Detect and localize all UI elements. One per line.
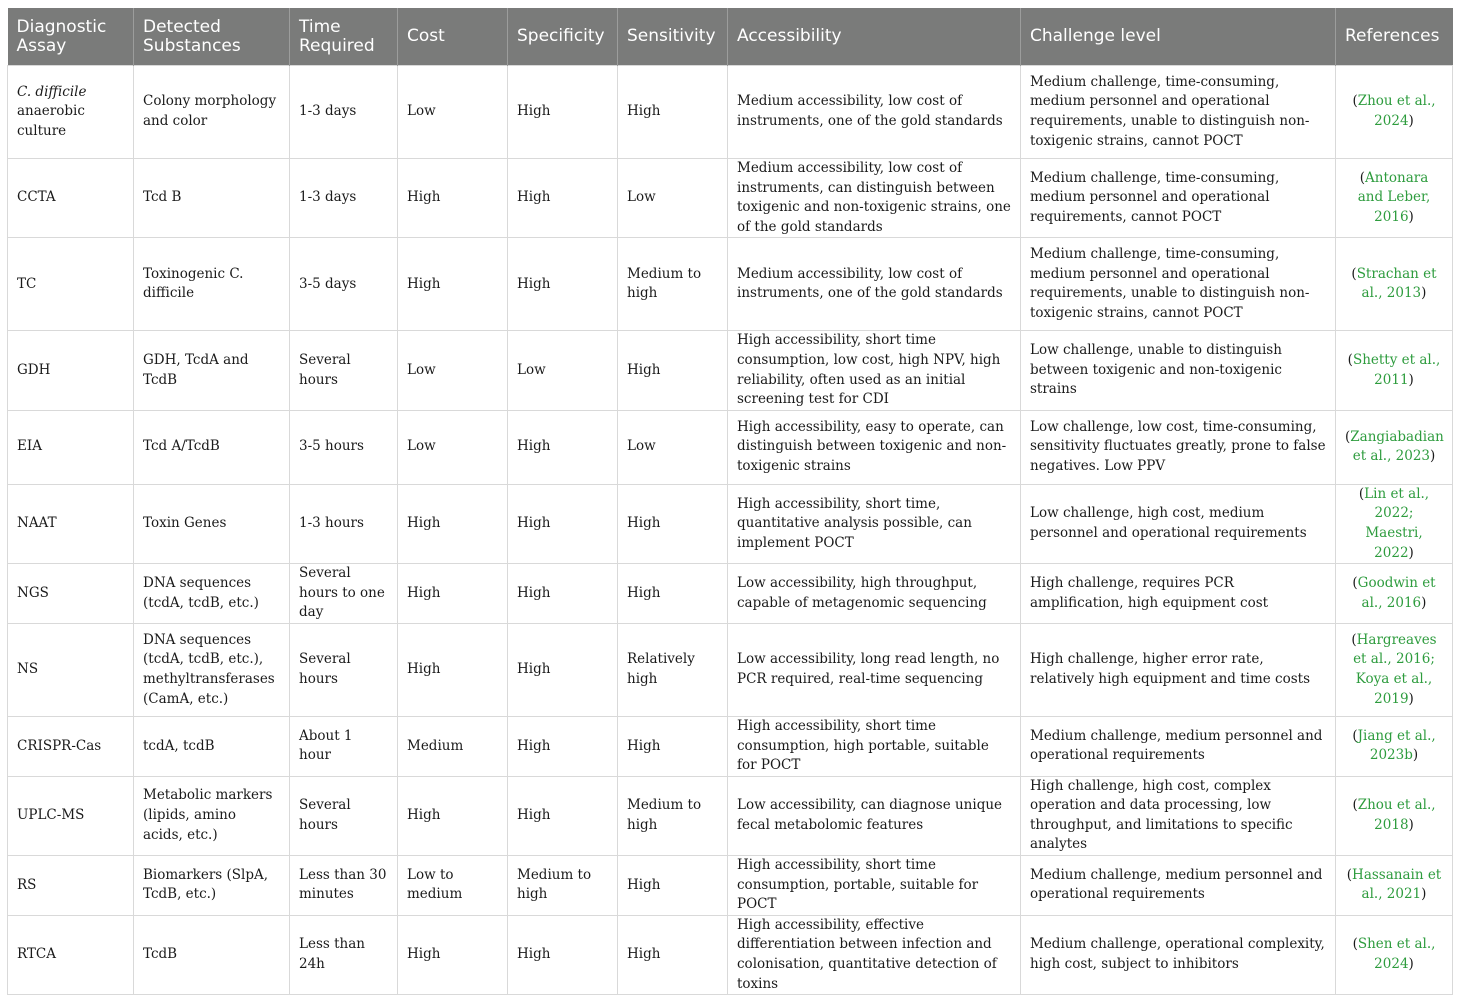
comparison-table bbox=[7, 8, 1453, 995]
table-row bbox=[8, 410, 1453, 484]
ref-close-paren: ) bbox=[1408, 544, 1414, 561]
assay-text: CCTA bbox=[17, 189, 56, 206]
header-cell: Challenge level bbox=[1021, 8, 1336, 66]
cell-specificity: High bbox=[508, 776, 618, 855]
cell-assay bbox=[8, 410, 134, 484]
cell-accessibility: Low accessibility, high throughput, capable of metagenomic sequencing bbox=[728, 564, 1021, 624]
cell-time: 1-3 days bbox=[290, 66, 398, 159]
table-row bbox=[8, 623, 1453, 716]
cell-assay bbox=[8, 564, 134, 624]
cell-specificity: High bbox=[508, 159, 618, 238]
cell-challenge: Low challenge, unable to distinguish between toxigenic and non-toxigenic strains bbox=[1021, 331, 1336, 410]
table-row bbox=[8, 856, 1453, 916]
cell-accessibility: Low accessibility, long read length, no PCR required, real-time sequencing bbox=[728, 623, 1021, 716]
reference-link[interactable]: Shen et al., 2024 bbox=[1357, 936, 1436, 973]
table-row bbox=[8, 564, 1453, 624]
header-cell: Accessibility bbox=[728, 8, 1021, 66]
cell-substances: Tcd A/TcdB bbox=[134, 410, 290, 484]
ref-open-paren: ( bbox=[1351, 265, 1357, 282]
table-row bbox=[8, 66, 1453, 159]
table-row bbox=[8, 484, 1453, 563]
cell-assay bbox=[8, 716, 134, 776]
cell-specificity: Low bbox=[508, 331, 618, 410]
cell-accessibility: High accessibility, effective differentiation between infection and colonisation, quantitative detection of toxins bbox=[728, 915, 1021, 994]
ref-open-paren: ( bbox=[1352, 574, 1358, 591]
cell-sensitivity: Relatively high bbox=[618, 623, 728, 716]
ref-close-paren: ) bbox=[1421, 285, 1427, 302]
ref-open-paren: ( bbox=[1346, 866, 1353, 883]
cell-challenge: Medium challenge, operational complexity, high cost, subject to inhibitors bbox=[1021, 915, 1336, 994]
reference-link[interactable]: Antonara and Leber, 2016 bbox=[1357, 169, 1431, 225]
cell-accessibility: High accessibility, easy to operate, can distinguish between toxigenic and non-toxigenic strains bbox=[728, 410, 1021, 484]
cell-cost: High bbox=[398, 915, 508, 994]
assay-text: UPLC-MS bbox=[17, 807, 85, 824]
assay-italic-text: C. difficile bbox=[17, 83, 87, 100]
cell-challenge: High challenge, higher error rate, relatively high equipment and time costs bbox=[1021, 623, 1336, 716]
table-row bbox=[8, 915, 1453, 994]
cell-reference bbox=[1336, 484, 1453, 563]
cell-accessibility: High accessibility, short time consumption, portable, suitable for POCT bbox=[728, 856, 1021, 916]
cell-sensitivity: High bbox=[618, 66, 728, 159]
ref-close-paren: ) bbox=[1430, 448, 1436, 465]
cell-challenge: Medium challenge, time-consuming, medium personnel and operational requirements, unable to distinguish non-toxigenic strains, cannot POCT bbox=[1021, 66, 1336, 159]
cell-cost: Low to medium bbox=[398, 856, 508, 916]
cell-challenge: Medium challenge, time-consuming, medium personnel and operational requirements, unable to distinguish non-toxigenic strains, cannot POCT bbox=[1021, 238, 1336, 331]
cell-accessibility: High accessibility, short time consumption, low cost, high NPV, high reliability, often used as an initial screening test for CDI bbox=[728, 331, 1021, 410]
cell-substances: TcdB bbox=[134, 915, 290, 994]
ref-close-paren: ) bbox=[1412, 747, 1419, 764]
ref-open-paren: ( bbox=[1359, 169, 1366, 186]
header-cell: Detected Substances bbox=[134, 8, 290, 66]
cell-sensitivity: High bbox=[618, 331, 728, 410]
cell-substances: Tcd B bbox=[134, 159, 290, 238]
cell-assay bbox=[8, 915, 134, 994]
cell-reference bbox=[1336, 716, 1453, 776]
cell-challenge: Medium challenge, time-consuming, medium personnel and operational requirements, cannot POCT bbox=[1021, 159, 1336, 238]
cell-reference bbox=[1336, 915, 1453, 994]
cell-assay bbox=[8, 331, 134, 410]
cell-reference bbox=[1336, 410, 1453, 484]
assay-text: NS bbox=[17, 661, 39, 678]
cell-accessibility: Medium accessibility, low cost of instruments, can distinguish between toxigenic and non-toxigenic strains, one of the gold standards bbox=[728, 159, 1021, 238]
cell-specificity: High bbox=[508, 564, 618, 624]
cell-assay bbox=[8, 159, 134, 238]
cell-time: 1-3 hours bbox=[290, 484, 398, 563]
ref-open-paren: ( bbox=[1352, 93, 1358, 110]
reference-link[interactable]: Zhou et al., 2018 bbox=[1357, 797, 1436, 833]
cell-reference bbox=[1336, 159, 1453, 238]
cell-substances: DNA sequences (tcdA, tcdB, etc.) bbox=[134, 564, 290, 624]
cell-assay bbox=[8, 776, 134, 855]
ref-close-paren: ) bbox=[1408, 690, 1414, 707]
cell-reference bbox=[1336, 66, 1453, 159]
cell-reference bbox=[1336, 623, 1453, 716]
cell-cost: Medium bbox=[398, 716, 508, 776]
cell-accessibility: Low accessibility, can diagnose unique fecal metabolomic features bbox=[728, 776, 1021, 855]
ref-open-paren: ( bbox=[1351, 631, 1357, 648]
ref-open-paren: ( bbox=[1352, 936, 1358, 953]
cell-sensitivity: Low bbox=[618, 159, 728, 238]
assay-text: RTCA bbox=[17, 946, 57, 963]
table-row bbox=[8, 331, 1453, 410]
header-row bbox=[8, 8, 1453, 66]
cell-specificity: Medium to high bbox=[508, 856, 618, 916]
cell-specificity: High bbox=[508, 484, 618, 563]
cell-substances: Colony morphology and color bbox=[134, 66, 290, 159]
ref-close-paren: ) bbox=[1421, 886, 1427, 903]
header-cell: Diagnostic Assay bbox=[8, 8, 134, 66]
cell-sensitivity: High bbox=[618, 716, 728, 776]
assay-text: NGS bbox=[17, 584, 49, 601]
cell-cost: Low bbox=[398, 331, 508, 410]
cell-reference bbox=[1336, 776, 1453, 855]
cell-accessibility: High accessibility, short time, quantitative analysis possible, can implement POCT bbox=[728, 484, 1021, 563]
table-body bbox=[8, 66, 1453, 995]
cell-cost: Low bbox=[398, 410, 508, 484]
ref-open-paren: ( bbox=[1352, 797, 1358, 814]
ref-close-paren: ) bbox=[1408, 113, 1414, 129]
ref-open-paren: ( bbox=[1347, 351, 1353, 368]
ref-open-paren: ( bbox=[1358, 485, 1365, 502]
reference-link[interactable]: Strachan et al., 2013 bbox=[1356, 265, 1437, 302]
cell-reference bbox=[1336, 856, 1453, 916]
header-cell: Sensitivity bbox=[618, 8, 728, 66]
table-row bbox=[8, 238, 1453, 331]
cell-accessibility: Medium accessibility, low cost of instruments, one of the gold standards bbox=[728, 66, 1021, 159]
header-cell: References bbox=[1336, 8, 1453, 66]
cell-time: Several hours bbox=[290, 623, 398, 716]
assay-text: anaerobic culture bbox=[17, 103, 85, 139]
header-cell: Specificity bbox=[508, 8, 618, 66]
cell-cost: High bbox=[398, 564, 508, 624]
cell-sensitivity: High bbox=[618, 915, 728, 994]
cell-specificity: High bbox=[508, 410, 618, 484]
cell-cost: Low bbox=[398, 66, 508, 159]
reference-link[interactable]: Zhou et al., 2024 bbox=[1357, 93, 1436, 129]
cell-time: Several hours to one day bbox=[290, 564, 398, 624]
cell-time: Less than 30 minutes bbox=[290, 856, 398, 916]
cell-time: 1-3 days bbox=[290, 159, 398, 238]
reference-link[interactable]: Hassanain et al., 2021 bbox=[1352, 866, 1442, 903]
cell-time: Several hours bbox=[290, 331, 398, 410]
cell-cost: High bbox=[398, 623, 508, 716]
cell-sensitivity: Medium to high bbox=[618, 238, 728, 331]
assay-text: RS bbox=[17, 876, 37, 893]
cell-reference bbox=[1336, 238, 1453, 331]
cell-challenge: High challenge, high cost, complex operation and data processing, low throughput, and limitations to specific analytes bbox=[1021, 776, 1336, 855]
header-cell: Cost bbox=[398, 8, 508, 66]
cell-substances: Toxin Genes bbox=[134, 484, 290, 563]
cell-assay bbox=[8, 856, 134, 916]
cell-substances: DNA sequences (tcdA, tcdB, etc.), methyltransferases (CamA, etc.) bbox=[134, 623, 290, 716]
ref-close-paren: ) bbox=[1421, 594, 1427, 611]
cell-specificity: High bbox=[508, 66, 618, 159]
cell-challenge: Low challenge, low cost, time-consuming, sensitivity fluctuates greatly, prone to false negatives. Low PPV bbox=[1021, 410, 1336, 484]
table-row bbox=[8, 716, 1453, 776]
ref-close-paren: ) bbox=[1408, 371, 1414, 388]
cell-substances: Toxinogenic C. difficile bbox=[134, 238, 290, 331]
cell-challenge: Medium challenge, medium personnel and operational requirements bbox=[1021, 856, 1336, 916]
cell-challenge: Medium challenge, medium personnel and operational requirements bbox=[1021, 716, 1336, 776]
cell-accessibility: Medium accessibility, low cost of instruments, one of the gold standards bbox=[728, 238, 1021, 331]
cell-sensitivity: High bbox=[618, 484, 728, 563]
cell-assay bbox=[8, 238, 134, 331]
cell-specificity: High bbox=[508, 716, 618, 776]
cell-cost: High bbox=[398, 238, 508, 331]
cell-challenge: Low challenge, high cost, medium personnel and operational requirements bbox=[1021, 484, 1336, 563]
cell-reference bbox=[1336, 331, 1453, 410]
cell-accessibility: High accessibility, short time consumption, high portable, suitable for POCT bbox=[728, 716, 1021, 776]
cell-sensitivity: Low bbox=[618, 410, 728, 484]
cell-substances: Metabolic markers (lipids, amino acids, etc.) bbox=[134, 776, 290, 855]
cell-assay bbox=[8, 623, 134, 716]
cell-substances: GDH, TcdA and TcdB bbox=[134, 331, 290, 410]
reference-link[interactable]: Goodwin et al., 2016 bbox=[1357, 574, 1436, 611]
cell-time: Less than 24h bbox=[290, 915, 398, 994]
assay-text: GDH bbox=[17, 361, 51, 378]
cell-time: About 1 hour bbox=[290, 716, 398, 776]
cell-sensitivity: High bbox=[618, 564, 728, 624]
cell-assay bbox=[8, 66, 134, 159]
cell-time: 3-5 hours bbox=[290, 410, 398, 484]
cell-reference bbox=[1336, 564, 1453, 624]
table-row bbox=[8, 776, 1453, 855]
table-row bbox=[8, 159, 1453, 238]
cell-cost: High bbox=[398, 776, 508, 855]
reference-link[interactable]: Hargreaves et al., 2016; Koya et al., 2019 bbox=[1353, 631, 1437, 707]
cell-assay bbox=[8, 484, 134, 563]
ref-close-paren: ) bbox=[1408, 956, 1414, 973]
cell-specificity: High bbox=[508, 623, 618, 716]
reference-link[interactable]: Jiang et al., 2023b bbox=[1357, 727, 1436, 764]
cell-sensitivity: Medium to high bbox=[618, 776, 728, 855]
reference-link[interactable]: Shetty et al., 2011 bbox=[1352, 351, 1441, 388]
assay-text: EIA bbox=[17, 438, 42, 455]
cell-substances: Biomarkers (SlpA, TcdB, etc.) bbox=[134, 856, 290, 916]
cell-sensitivity: High bbox=[618, 856, 728, 916]
reference-link[interactable]: Zangiabadian et al., 2023 bbox=[1350, 428, 1444, 465]
cell-challenge: High challenge, requires PCR amplification, high equipment cost bbox=[1021, 564, 1336, 624]
ref-open-paren: ( bbox=[1345, 428, 1351, 445]
cell-time: 3-5 days bbox=[290, 238, 398, 331]
cell-substances: tcdA, tcdB bbox=[134, 716, 290, 776]
assay-text: CRISPR-Cas bbox=[17, 737, 102, 754]
cell-cost: High bbox=[398, 484, 508, 563]
assay-text: NAAT bbox=[17, 515, 57, 532]
header-cell: Time Required bbox=[290, 8, 398, 66]
cell-specificity: High bbox=[508, 238, 618, 331]
ref-open-paren: ( bbox=[1352, 727, 1358, 744]
ref-close-paren: ) bbox=[1408, 816, 1414, 833]
cell-cost: High bbox=[398, 159, 508, 238]
cell-time: Several hours bbox=[290, 776, 398, 855]
ref-close-paren: ) bbox=[1408, 208, 1414, 225]
assay-text: TC bbox=[17, 275, 37, 292]
cell-specificity: High bbox=[508, 915, 618, 994]
reference-link[interactable]: Lin et al., 2022; Maestri, 2022 bbox=[1364, 485, 1430, 561]
